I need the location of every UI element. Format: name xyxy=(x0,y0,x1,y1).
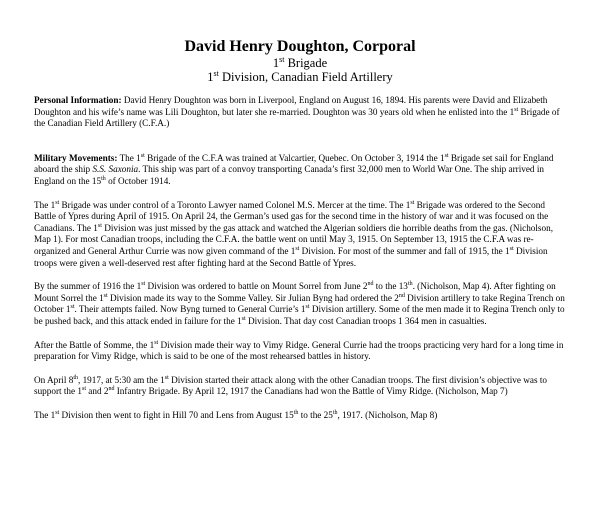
ordinal-suffix: st xyxy=(305,304,310,311)
military-movements-heading: Military Movements: xyxy=(34,152,118,163)
text-run: , 1917, at 5:30 am the 1 xyxy=(77,374,165,385)
ordinal-suffix: st xyxy=(410,199,415,206)
ordinal-suffix: st xyxy=(140,152,145,159)
ship-name: S.S. Saxonia xyxy=(92,164,139,175)
text-run: to the 13 xyxy=(373,281,408,292)
personal-information-heading: Personal Information: xyxy=(34,95,122,105)
ordinal-suffix: st xyxy=(103,292,108,299)
text-run: Brigade set sail for England aboard the ship xyxy=(34,152,554,175)
ordinal-suffix: st xyxy=(241,315,246,322)
ordinal-suffix: st xyxy=(164,374,169,381)
ypres-paragraph xyxy=(34,200,566,270)
ordinal-suffix: th xyxy=(73,374,78,381)
ordinal-suffix: st xyxy=(514,106,519,113)
text-run: Division. For most of the summer and fall of 1915, the 1 xyxy=(299,245,510,256)
text-run: Infantry Brigade. By April 12, 1917 the Canadians had won the Battle of Vimy Ridge. (Nicholson, Map 7) xyxy=(114,386,508,397)
ordinal-suffix: th xyxy=(293,409,299,416)
document-body xyxy=(34,95,566,433)
text-run: Brigade of the C.F.A was trained at Valcartier, Quebec. On October 3, 1914 the 1 xyxy=(144,152,445,163)
ordinal-suffix: st xyxy=(81,386,86,393)
ordinal-suffix: st xyxy=(509,245,514,252)
text-run: The 1 xyxy=(117,152,141,163)
text-run: Division artillery. Some of the men made it to Regina Trench only to be pushed back, and this attack ended in failure for the 1 xyxy=(34,304,565,326)
ordinal-suffix: st xyxy=(444,152,449,159)
ordinal-suffix: nd xyxy=(108,386,115,393)
ordinal-suffix: st xyxy=(70,304,75,311)
text-run: Brigade was under control of a Toronto Lawyer named Colonel M.S. Mercer at the time. The 1 xyxy=(59,199,411,210)
division-label: Division, Canadian Field Artillery xyxy=(218,70,393,84)
text-run: The 1 xyxy=(34,199,56,210)
ordinal-suffix: st xyxy=(97,222,102,229)
personal-information-paragraph xyxy=(34,95,566,130)
vimy-preparation-paragraph xyxy=(34,340,566,363)
text-run: Division made its way to the Somme Valley. Sir Julian Byng had ordered the 2 xyxy=(107,292,399,303)
text-run: to the 25 xyxy=(298,409,333,420)
division-number: 1 xyxy=(207,70,214,84)
text-run: Division. That day cost Canadian troops 1 364 men in casualties. xyxy=(245,315,487,326)
ordinal-suffix: th xyxy=(332,409,338,416)
brigade-subtitle xyxy=(30,56,570,70)
text-run: . This ship was part of a convoy transporting Canada’s first 32,000 men to World War One. The ship arrived in England on the 15 xyxy=(34,164,544,186)
text-run: On April 8 xyxy=(34,374,74,385)
brigade-number: 1 xyxy=(272,56,280,70)
ordinal-suffix: st xyxy=(295,245,300,252)
text-run: After the Battle of Somme, the 1 xyxy=(34,339,155,350)
text-run: , 1917. (Nicholson, Map 8) xyxy=(337,409,438,420)
ordinal-suffix: st xyxy=(55,409,60,416)
military-movements-paragraph xyxy=(34,153,566,188)
text-run: Division artillery to take Regina Trench on October 1 xyxy=(34,292,565,315)
text-run: Brigade was ordered to the Second Battle of Ypres during April of 1915. On April 24, the German’s used gas for the second time in the history of war and it was focused on the Canadians. The 1 xyxy=(34,199,549,233)
division-ordinal: st xyxy=(213,69,219,78)
ordinal-suffix: nd xyxy=(398,292,405,299)
brigade-ordinal: st xyxy=(279,55,285,64)
text-run: of October 1914. xyxy=(105,175,171,186)
ordinal-suffix: nd xyxy=(367,281,374,288)
document-title: David Henry Doughton, Corporal xyxy=(184,38,416,55)
text-run: David Henry Doughton was born in Liverpool, England on August 16, 1894. His parents were David and Elizabeth Doughton and his wife’s name was Lili Doughton, but later she re-married. Doughton was 30 years old when he enlisted into the 1 xyxy=(34,95,548,117)
text-run: Division was ordered to battle on Mount Sorrel from June 2 xyxy=(145,281,368,292)
text-run: Brigade of the Canadian Field Artillery (C.F.A.) xyxy=(34,106,560,129)
text-run: and 2 xyxy=(86,386,109,397)
somme-paragraph xyxy=(34,281,566,327)
ordinal-suffix: th xyxy=(101,175,106,182)
ordinal-suffix: st xyxy=(154,339,159,346)
ordinal-suffix: th xyxy=(407,281,413,288)
text-run: Division troops were given a well-deserved rest after fighting hard at the Second Battle of Ypres. xyxy=(34,245,548,268)
hill-70-paragraph xyxy=(34,410,566,422)
ordinal-suffix: st xyxy=(141,281,146,288)
text-run: . Their attempts failed. Now Byng turned to General Currie’s 1 xyxy=(74,304,306,315)
text-run: Division was just missed by the gas attack and watched the Algerian soldiers die horrible deaths from the gas. (Nicholson, Map 1). For most Canadian troops, including the C.F.A. the battle went on until May 3, 1915. On September 13, 1915 the C.F.A was re-organized and General Arthur Currie was now given command of the 1 xyxy=(34,222,553,256)
division-subtitle xyxy=(30,70,570,84)
text-run: . (Nicholson, Map 4). After fighting on Mount Sorrel the 1 xyxy=(34,281,556,303)
text-run: Division made their way to Vimy Ridge. General Currie had the troops practicing very hard for a long time in preparation for Vimy Ridge, which is said to be one of the most rehearsed battles in history. xyxy=(34,339,564,362)
text-run: The 1 xyxy=(34,409,56,420)
vimy-attack-paragraph xyxy=(34,375,566,398)
text-run: Division started their attack along with the other Canadian troops. The first division’s objective was to support the 1 xyxy=(34,374,547,397)
brigade-label: Brigade xyxy=(284,56,328,70)
text-run: Division then went to fight in Hill 70 and Lens from August 15 xyxy=(59,409,294,420)
ordinal-suffix: st xyxy=(55,199,60,206)
title-block xyxy=(30,38,570,84)
text-run: By the summer of 1916 the 1 xyxy=(34,281,142,292)
